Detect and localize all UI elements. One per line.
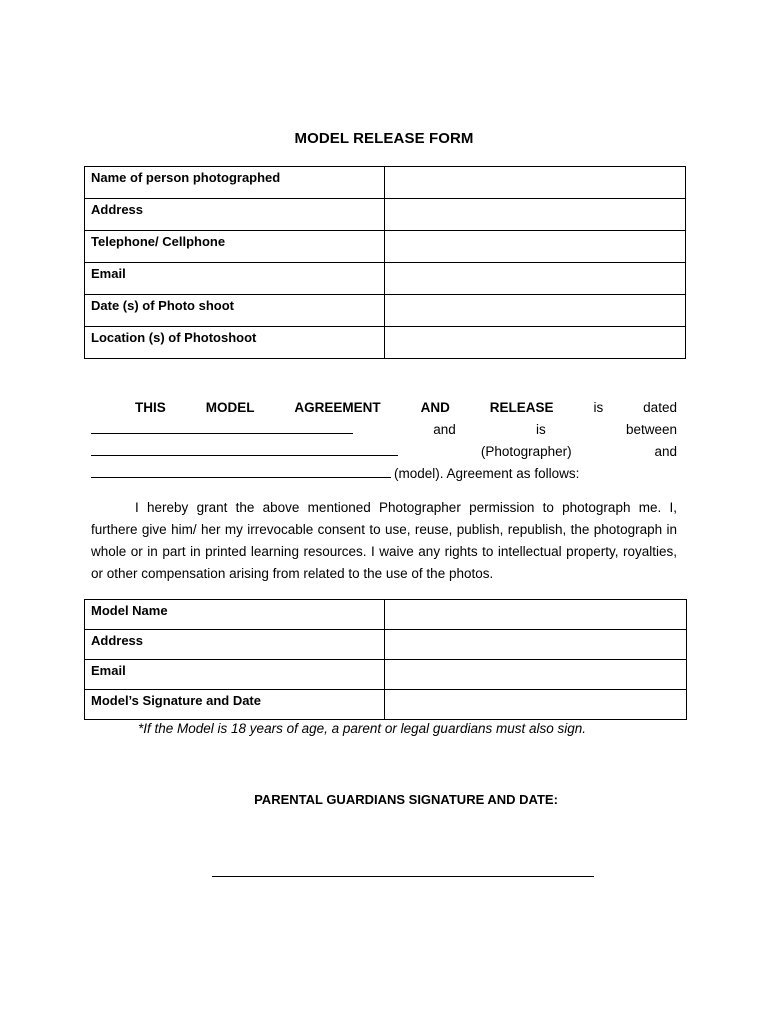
row-label: Address [85, 630, 385, 660]
agreement-word: is [593, 400, 604, 415]
shoot-location-field[interactable] [385, 327, 686, 359]
row-label: Email [85, 660, 385, 690]
address-field[interactable] [385, 199, 686, 231]
row-label: Model Name [85, 600, 385, 630]
row-label: Model’s Signature and Date [85, 690, 385, 720]
photographer-blank-line[interactable] [91, 441, 398, 456]
agreement-line [91, 441, 677, 463]
row-label: Name of person photographed [85, 167, 385, 199]
table-row [85, 660, 687, 690]
telephone-field[interactable] [385, 231, 686, 263]
model-blank-line[interactable] [91, 463, 391, 478]
agreement-line [91, 419, 677, 441]
date-blank-line[interactable] [91, 419, 353, 434]
parental-signature-heading: PARENTAL GUARDIANS SIGNATURE AND DATE: [254, 792, 558, 807]
agreement-word: and [433, 422, 456, 437]
name-field[interactable] [385, 167, 686, 199]
agreement-tail: (model). Agreement as follows: [394, 466, 580, 481]
agreement-word: AGREEMENT [294, 400, 381, 415]
table-row [85, 327, 686, 359]
agreement-statement [91, 397, 677, 485]
model-address-field[interactable] [385, 630, 687, 660]
row-label: Location (s) of Photoshoot [85, 327, 385, 359]
table-row [85, 199, 686, 231]
agreement-word: MODEL [205, 400, 255, 415]
table-row [85, 600, 687, 630]
table-row [85, 231, 686, 263]
agreement-word: (Photographer) [480, 444, 572, 459]
agreement-word: between [625, 422, 677, 437]
agreement-word: AND [420, 400, 450, 415]
model-signature-field[interactable] [385, 690, 687, 720]
agreement-line [91, 463, 677, 485]
table-row [85, 167, 686, 199]
model-email-field[interactable] [385, 660, 687, 690]
table-row [85, 263, 686, 295]
guardian-signature-line[interactable] [212, 876, 594, 877]
agreement-word: and [654, 444, 677, 459]
table-row [85, 295, 686, 327]
photo-details-table [84, 166, 686, 359]
model-name-field[interactable] [385, 600, 687, 630]
agreement-line [91, 397, 677, 419]
grant-paragraph: I hereby grant the above mentioned Photographer permission to photograph me. I, furthere give him/ her my irrevocable consent to use, reuse, publish, republish, the photograph in whole or in part in printed learning resources. I waive any rights to intellectual property, royalties, or other compensation arising from related to the use of the photos. [91, 500, 677, 581]
agreement-word: RELEASE [489, 400, 554, 415]
email-field[interactable] [385, 263, 686, 295]
row-label: Email [85, 263, 385, 295]
table-row [85, 690, 687, 720]
agreement-word: THIS [135, 400, 166, 415]
page-title: MODEL RELEASE FORM [294, 130, 474, 147]
row-label: Date (s) of Photo shoot [85, 295, 385, 327]
model-details-table [84, 599, 687, 720]
table-row [85, 630, 687, 660]
guardian-note: *If the Model is 18 years of age, a parent or legal guardians must also sign. [138, 721, 587, 736]
shoot-date-field[interactable] [385, 295, 686, 327]
agreement-word: is [535, 422, 546, 437]
row-label: Address [85, 199, 385, 231]
agreement-word: dated [643, 400, 677, 415]
row-label: Telephone/ Cellphone [85, 231, 385, 263]
